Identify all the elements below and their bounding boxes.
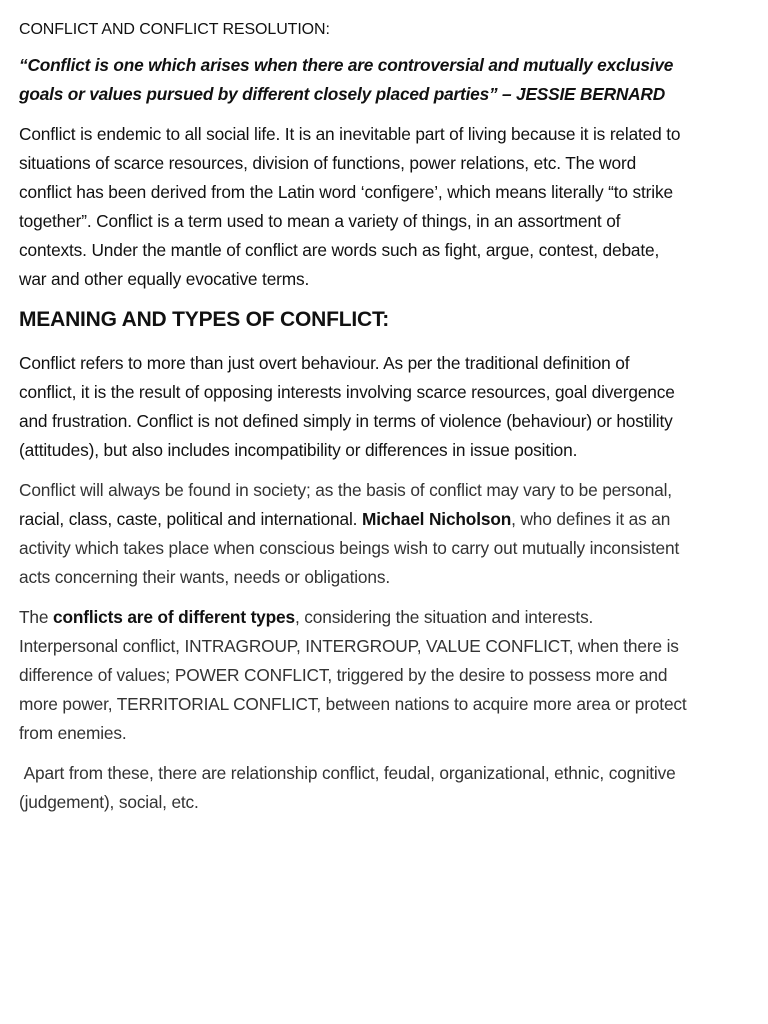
society-paragraph-part3: , who defines it as an activity which takes place when conscious beings wish to carry out mutually inconsistent acts concerning their wants, needs or obligations. [19, 509, 680, 587]
types-paragraph-rest: , considering the situation and interests. Interpersonal conflict, INTRAGROUP, INTERGROUP, VALUE CONFLICT, when there is difference of values; POWER CONFLICT, triggered by the desire to possess more and more power, TERRITORIAL CONFLICT, between nations to acquire more area or protect from enemies. [19, 607, 687, 743]
meaning-paragraph: Conflict refers to more than just overt behaviour. As per the traditional definition of conflict, it is the result of opposing interests involving scarce resources, goal divergence and frustration. Conflict is not defined simply in terms of violence (behaviour) or hostility (attitudes), but also includes incompatibility or differences in issue position. [19, 353, 675, 460]
document-title: CONFLICT AND CONFLICT RESOLUTION: [19, 21, 330, 38]
types-paragraph-bold: conflicts are of different types [52, 607, 295, 627]
types-paragraph [19, 603, 687, 748]
opening-quote: “Conflict is one which arises when there are controversial and mutually exclusive goals or values pursued by different closely placed parties” – JESSIE BERNARD [19, 55, 674, 104]
document-page [19, 18, 687, 828]
closing-paragraph: Apart from these, there are relationship conflict, feudal, organizational, ethnic, cognitive (judgement), social, etc. [19, 763, 681, 812]
types-paragraph-lead: The [19, 607, 53, 627]
society-paragraph [19, 476, 687, 592]
author-name: Michael Nicholson [361, 509, 512, 529]
section-heading: MEANING AND TYPES OF CONFLICT: [19, 308, 390, 331]
society-paragraph-part2: racial, class, caste, political and international. [19, 509, 362, 529]
intro-paragraph: Conflict is endemic to all social life. It is an inevitable part of living because it is related to situations of scarce resources, division of functions, power relations, etc. The word conflict has been derived from the Latin word ‘configere’, which means literally “to strike together”. Conflict is a term used to mean a variety of things, in an assortment of contexts. Under the mantle of conflict are words such as fight, argue, contest, debate, war and other equally evocative terms. [19, 124, 681, 289]
society-paragraph-part1: Conflict will always be found in society; as the basis of conflict may vary to be personal, [19, 480, 672, 500]
